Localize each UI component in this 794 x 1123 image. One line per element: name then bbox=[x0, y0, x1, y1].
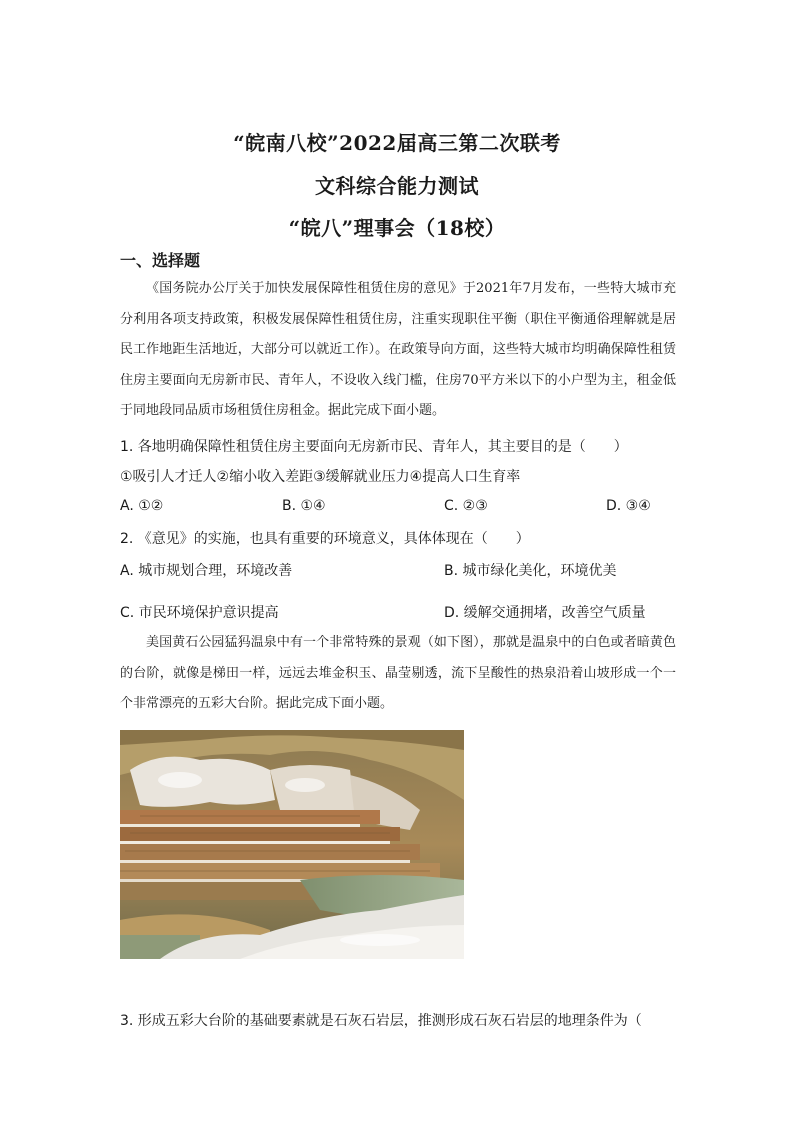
passage-yellowstone: 美国黄石公园猛犸温泉中有一个非常特殊的景观（如下图），那就是温泉中的白色或者暗黄色的台阶，就像是梯田一样，远远去堆金积玉、晶莹剔透，流下呈酸性的热泉沿着山坡形成一个一个非常漂亮的五彩大台阶。据此完成下面小题。 bbox=[120, 635, 676, 711]
question-1-items: ①吸引人才迁人②缩小收入差距③缓解就业压力④提高人口生育率 bbox=[120, 469, 521, 485]
question-2-option-d: D. 缓解交通拥堵，改善空气质量 bbox=[444, 605, 646, 621]
question-2-stem: 2. 《意见》的实施，也具有重要的环境意义，具体体现在（ ） bbox=[120, 531, 530, 547]
exam-subject: 文科综合能力测试 bbox=[315, 174, 479, 198]
question-1-stem: 1. 各地明确保障性租赁住房主要面向无房新市民、青年人，其主要目的是（ ） bbox=[120, 439, 628, 455]
exam-organizer: “皖八”理事会（18校） bbox=[288, 216, 506, 240]
question-1-option-d: D. ③④ bbox=[606, 498, 651, 514]
exam-title: “皖南八校”2022届高三第二次联考 bbox=[233, 131, 561, 155]
question-2-option-a: A. 城市规划合理，环境改善 bbox=[120, 563, 293, 579]
passage-housing: 《国务院办公厅关于加快发展保障性租赁住房的意见》于2021年7月发布，一些特大城市充分利用各项支持政策，积极发展保障性租赁住房，注重实现职住平衡（职住平衡通俗理解就是居民工作地距生活地近，大部分可以就近工作）。在政策导向方面，这些特大城市均明确保障性租赁住房主要面向无房新市民、青年人，不设收入线门槛，住房70平方米以下的小户型为主，租金低于同地段同品质市场租赁住房租金。据此完成下面小题。 bbox=[120, 281, 676, 418]
question-1-option-c: C. ②③ bbox=[444, 498, 488, 514]
question-2-option-b: B. 城市绿化美化，环境优美 bbox=[444, 563, 617, 579]
question-1-option-a: A. ①② bbox=[120, 498, 164, 514]
section-heading: 一、选择题 bbox=[120, 251, 201, 270]
question-2-option-c: C. 市民环境保护意识提高 bbox=[120, 605, 279, 621]
question-1-option-b: B. ①④ bbox=[282, 498, 326, 514]
hot-spring-terraces-photo bbox=[120, 730, 464, 959]
question-3-stem: 3. 形成五彩大台阶的基础要素就是石灰石岩层，推测形成石灰石岩层的地理条件为（ bbox=[120, 1013, 642, 1029]
